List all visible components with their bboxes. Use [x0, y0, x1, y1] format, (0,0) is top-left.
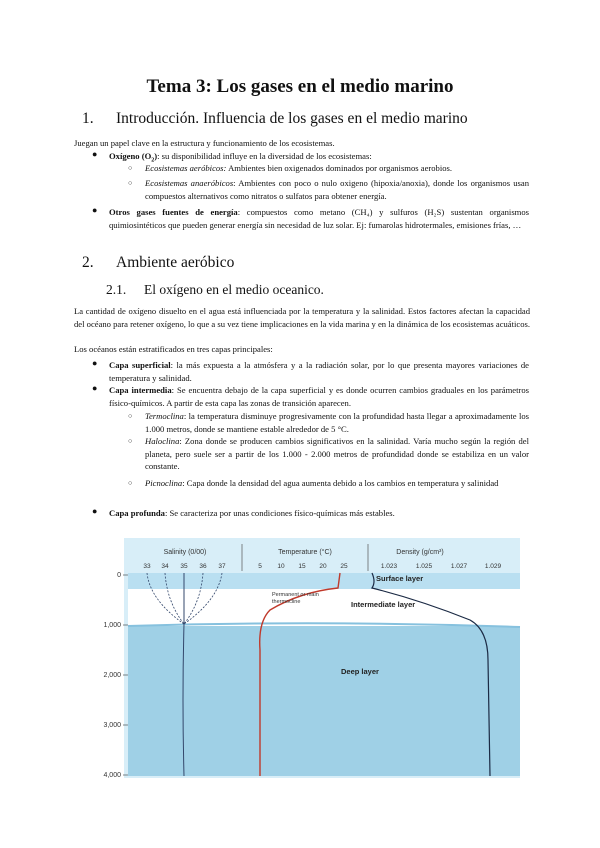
section-2-title: Ambiente aeróbico — [116, 254, 235, 271]
oxygen-subscript: 2 — [151, 157, 155, 164]
density-title: Density (g/cm³) — [396, 549, 444, 556]
anaerobic-text: : Ambientes con poco o nulo oxigeno (hipoxia/anoxia), donde los organismos usan compuestos alternativos como nitratos o sulfatos para obtener energía. — [145, 178, 529, 201]
circle-bullet-icon: ○ — [128, 412, 133, 420]
halocline-label: Haloclina — [145, 436, 180, 446]
intermediate-layer-label: Capa intermedia — [109, 385, 172, 395]
salinity-title: Salinity (0/00) — [163, 549, 207, 556]
temperature-tick: 5 — [258, 563, 262, 570]
intermediate-layer-text: : Se encuentra debajo de la capa superficial y es donde ocurren cambios graduales en los parámetros físico-químicos. A partir de esta capa las zonas de transición aparecen. — [109, 385, 529, 408]
pycnocline-label: Picnoclina — [145, 478, 183, 488]
page-title: Tema 3: Los gases en el medio marino — [146, 76, 454, 97]
subsection-number: 2.1. — [106, 282, 127, 297]
density-tick: 1.029 — [484, 563, 502, 570]
depth-tick: 1,000 — [103, 622, 121, 629]
section-1-title: Introducción. Influencia de los gases en el medio marino — [116, 110, 468, 127]
deep-layer-text: : Se caracteriza por unas condiciones físico-químicas más estables. — [164, 508, 395, 518]
temperature-title: Temperature (°C) — [278, 549, 332, 556]
salinity-tick: 35 — [180, 563, 188, 570]
subsection-title: El oxígeno en el medio oceanico. — [144, 282, 324, 297]
depth-tick: 0 — [117, 572, 121, 579]
circle-bullet-icon: ○ — [128, 179, 133, 187]
thermocline-label-1: Permanent or main — [272, 592, 319, 598]
depth-axis — [103, 572, 121, 779]
deep-band — [128, 626, 520, 776]
density-tick: 1.025 — [415, 563, 433, 570]
thermocline-text: : la temperatura disminuye progresivamente con la profundidad hasta llegar a aproximadamente los 1.000 metros, donde se mantiene estable alrededor de 5 °C. — [145, 411, 529, 434]
temperature-tick: 10 — [277, 563, 285, 570]
depth-tick: 3,000 — [103, 722, 121, 729]
density-tick: 1.023 — [380, 563, 398, 570]
oxygen-close: ) — [154, 151, 158, 161]
surface-layer-label: Surface layer — [376, 574, 424, 583]
deep-layer-label: Deep layer — [341, 667, 379, 676]
salinity-tick: 33 — [143, 563, 151, 570]
temperature-tick: 25 — [340, 563, 348, 570]
salinity-tick: 34 — [161, 563, 169, 570]
salinity-tick: 36 — [199, 563, 207, 570]
bullet-icon: ● — [92, 358, 98, 368]
intro-paragraph: Juegan un papel clave en la estructura y funcionamiento de los ecosistemas. — [74, 138, 335, 148]
halocline-text: : Zona donde se producen cambios significativos en la salinidad. Varía mucho según la región del planeta, pero suele ser a partir de los 1.000 - 2.000 metros de profundidad donde se estabiliza en un valor constante. — [145, 436, 529, 471]
section-1-number: 1. — [82, 110, 94, 127]
bullet-icon: ● — [92, 149, 98, 159]
surface-layer-label: Capa superficial — [109, 360, 171, 370]
depth-tick: 4,000 — [103, 772, 121, 779]
oxygen-paragraph: La cantidad de oxígeno disuelto en el agua está influenciada por la temperatura y la salinidad. Estos factores afectan la capacidad del océano para retener oxígeno, lo que a su vez tiene implicaciones en la vida marina y en la dinámica de los ecosistemas acuáticos. — [74, 306, 531, 329]
intermediate-layer-label: Intermediate layer — [351, 600, 416, 609]
thermocline-label-2: thermocline — [272, 599, 301, 605]
other-gases-text: : compuestos como metano (CH₄) y sulfuros (H₂S) sustentan organismos quimiosintéticos que pueden generar energía sin necesidad de luz solar. Ej: fumarolas hidrotermales, emisiones frías, … — [109, 207, 529, 230]
aerobic-text: Ambientes bien oxigenados dominados por organismos aerobios. — [226, 163, 453, 173]
bullet-icon: ● — [92, 205, 98, 215]
oxygen-text: : su disponibilidad influye en la diversidad de los ecosistemas: — [157, 151, 372, 161]
density-tick: 1.027 — [450, 563, 468, 570]
thermocline-label: Termoclina — [145, 411, 184, 421]
surface-band — [128, 573, 520, 589]
depth-tick: 2,000 — [103, 672, 121, 679]
salinity-tick: 37 — [218, 563, 226, 570]
deep-layer-label: Capa profunda — [109, 508, 165, 518]
aerobic-label: Ecosistemas aeróbicos: — [145, 163, 227, 173]
temperature-tick: 15 — [298, 563, 306, 570]
pycnocline-text: : Capa donde la densidad del agua aumenta debido a los cambios en temperatura y salinidad — [182, 478, 499, 488]
bullet-icon: ● — [92, 506, 98, 516]
oxygen-label: Oxígeno (O — [109, 151, 152, 161]
section-2-number: 2. — [82, 254, 94, 271]
anaerobic-label: Ecosistemas anaeróbicos — [145, 178, 234, 188]
bullet-icon: ● — [92, 383, 98, 393]
other-gases-label: Otros gases fuentes de energía — [109, 207, 238, 217]
circle-bullet-icon: ○ — [128, 164, 133, 172]
temperature-tick: 20 — [319, 563, 327, 570]
circle-bullet-icon: ○ — [128, 437, 133, 445]
circle-bullet-icon: ○ — [128, 479, 133, 487]
surface-layer-text: : la más expuesta a la atmósfera y a la radiación solar, por lo que presenta mayores variaciones de temperatura y salinidad. — [109, 360, 529, 383]
layers-intro: Los océanos están estratificados en tres capas principales: — [74, 344, 273, 354]
